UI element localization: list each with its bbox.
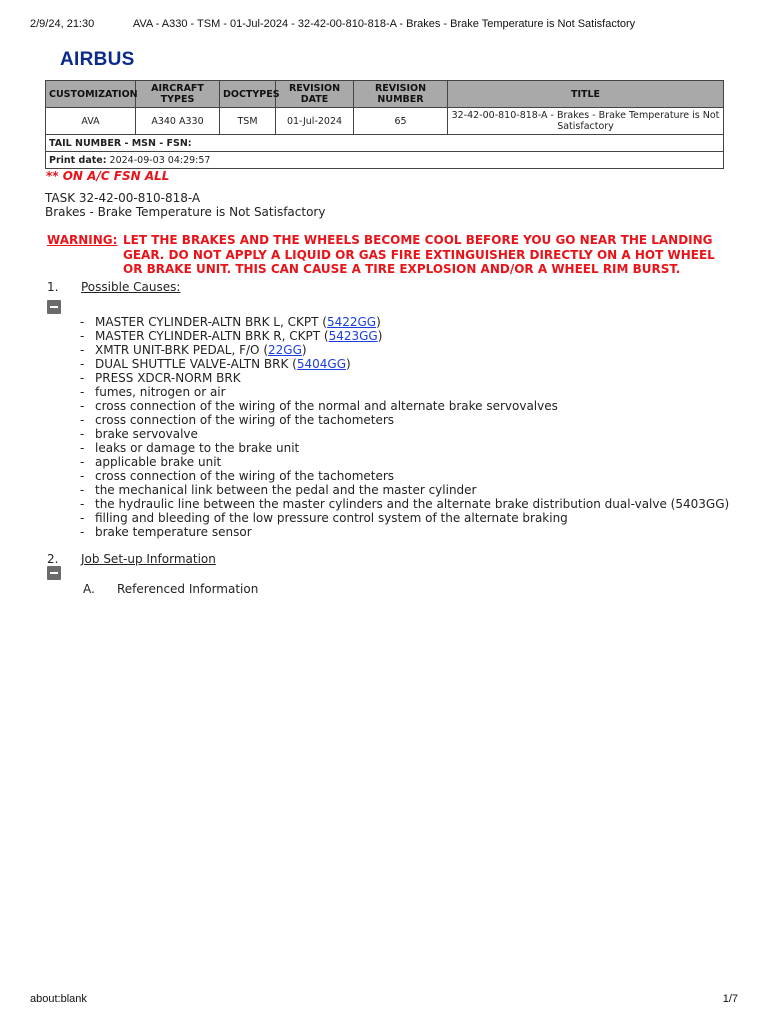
task-title: Brakes - Brake Temperature is Not Satisfactory: [45, 205, 326, 219]
fin-reference-link[interactable]: 22GG: [268, 343, 302, 357]
cause-item: [80, 357, 729, 371]
subsection-title: Referenced Information: [117, 582, 259, 596]
header-revision-number: REVISION NUMBER: [354, 81, 448, 108]
cause-text-suffix: ): [376, 315, 381, 329]
list-dash: -: [80, 455, 85, 469]
cause-text-suffix: ): [301, 343, 307, 357]
applicability-note: ** ON A/C FSN ALL: [46, 169, 170, 183]
warning-text: LET THE BRAKES AND THE WHEELS BECOME COOL BEFORE YOU GO NEAR THE LANDING GEAR. DO NOT APPLY A LIQUID OR GAS FIRE EXTINGUISHER DIRECTLY ON A HOT WHEEL OR BRAKE UNIT. THIS CAN CAUSE A TIRE EXPLOSION AND/OR A WHEEL RIM BURST.: [123, 233, 715, 276]
list-dash: -: [80, 399, 85, 413]
header-title: TITLE: [448, 81, 724, 108]
cause-text-suffix: ): [377, 329, 383, 343]
cause-item: [80, 525, 729, 539]
fin-reference-link[interactable]: 5404GG: [296, 357, 347, 371]
cause-item: [80, 413, 729, 427]
tail-number-row: [46, 135, 724, 152]
collapse-minus-icon[interactable]: [47, 300, 61, 314]
cause-text: cross connection of the wiring of the tachometers: [95, 413, 395, 427]
cause-text: cross connection of the wiring of the tachometers: [95, 469, 395, 483]
list-dash: -: [80, 385, 85, 399]
list-dash: -: [80, 357, 85, 371]
value-revision-date: 01-Jul-2024: [276, 108, 354, 135]
list-dash: -: [80, 343, 85, 357]
cause-item: [80, 497, 729, 511]
cause-text: brake temperature sensor: [95, 525, 252, 539]
task-code: TASK 32-42-00-810-818-A: [45, 191, 201, 205]
list-dash: -: [80, 483, 85, 497]
tail-number-label: TAIL NUMBER - MSN - FSN:: [49, 137, 192, 149]
cause-text: leaks or damage to the brake unit: [95, 441, 300, 455]
cause-text: fumes, nitrogen or air: [95, 385, 226, 399]
cause-text: applicable brake unit: [95, 455, 222, 469]
cause-item: [80, 427, 729, 441]
print-datetime: 2/9/24, 21:30: [30, 18, 95, 30]
page-number: 1/7: [722, 993, 738, 1005]
cause-item: [80, 385, 729, 399]
meta-header-row: [46, 81, 724, 108]
cause-text: cross connection of the wiring of the normal and alternate brake servovalves: [95, 399, 558, 413]
header-doctypes: DOCTYPES: [220, 81, 276, 108]
section-title: Possible Causes:: [81, 280, 181, 294]
list-dash: -: [80, 511, 85, 525]
cause-text: MASTER CYLINDER-ALTN BRK L, CKPT (: [95, 315, 327, 329]
value-title: 32-42-00-810-818-A - Brakes - Brake Temperature is Not Satisfactory: [448, 108, 724, 135]
cause-text: the mechanical link between the pedal and the master cylinder: [95, 483, 477, 497]
cause-text: PRESS XDCR-NORM BRK: [95, 371, 241, 385]
list-dash: -: [80, 497, 85, 511]
cause-text: MASTER CYLINDER-ALTN BRK R, CKPT (: [95, 329, 329, 343]
print-url: about:blank: [30, 993, 87, 1005]
cause-item: [80, 483, 729, 497]
list-dash: -: [80, 315, 85, 329]
document-meta-table: [45, 80, 724, 169]
meta-value-row: [46, 108, 724, 135]
header-aircraft-types: AIRCRAFT TYPES: [136, 81, 220, 108]
print-date-row: [46, 152, 724, 169]
cause-item: [80, 399, 729, 413]
value-revision-number: 65: [354, 108, 448, 135]
cause-text: filling and bleeding of the low pressure control system of the alternate braking: [95, 511, 568, 525]
fin-reference-link[interactable]: 5423GG: [328, 329, 378, 343]
fin-reference-link[interactable]: 5422GG: [326, 315, 377, 329]
cause-item: [80, 441, 729, 455]
list-dash: -: [80, 469, 85, 483]
section-number: 1.: [47, 280, 59, 294]
collapse-minus-icon[interactable]: [47, 566, 61, 580]
list-dash: -: [80, 371, 85, 385]
value-aircraft-types: A340 A330: [136, 108, 220, 135]
warning-label: WARNING:: [47, 233, 118, 247]
list-dash: -: [80, 525, 85, 539]
cause-item: [80, 343, 729, 357]
value-doctypes: TSM: [220, 108, 276, 135]
header-revision-date: REVISION DATE: [276, 81, 354, 108]
list-dash: -: [80, 329, 85, 343]
value-customization: AVA: [46, 108, 136, 135]
cause-item: [80, 455, 729, 469]
print-title: AVA - A330 - TSM - 01-Jul-2024 - 32-42-00-810-818-A - Brakes - Brake Temperature is Not Satisfactory: [132, 18, 636, 30]
list-dash: -: [80, 427, 85, 441]
list-dash: -: [80, 413, 85, 427]
cause-item: [80, 371, 729, 385]
cause-text: the hydraulic line between the master cylinders and the alternate brake distribution dual-valve (5403GG): [95, 497, 730, 511]
airbus-logo: AIRBUS: [60, 49, 135, 70]
cause-text: brake servovalve: [95, 427, 198, 441]
cause-text: XMTR UNIT-BRK PEDAL, F/O (: [95, 343, 268, 357]
section-number: 2.: [47, 552, 59, 566]
cause-text: DUAL SHUTTLE VALVE-ALTN BRK (: [95, 357, 297, 371]
cause-item: [80, 315, 729, 329]
header-customization: CUSTOMIZATION: [46, 81, 136, 108]
cause-item: [80, 469, 729, 483]
list-dash: -: [80, 441, 85, 455]
causes-list: [80, 315, 729, 539]
print-date-value: 2024-09-03 04:29:57: [109, 154, 211, 166]
task-block: [45, 191, 325, 219]
print-date-label: Print date:: [49, 154, 107, 166]
cause-item: [80, 511, 729, 525]
section-title: Job Set-up Information: [81, 552, 216, 566]
cause-text-suffix: ): [346, 357, 351, 371]
cause-item: [80, 329, 729, 343]
subsection-number: A.: [83, 582, 95, 596]
